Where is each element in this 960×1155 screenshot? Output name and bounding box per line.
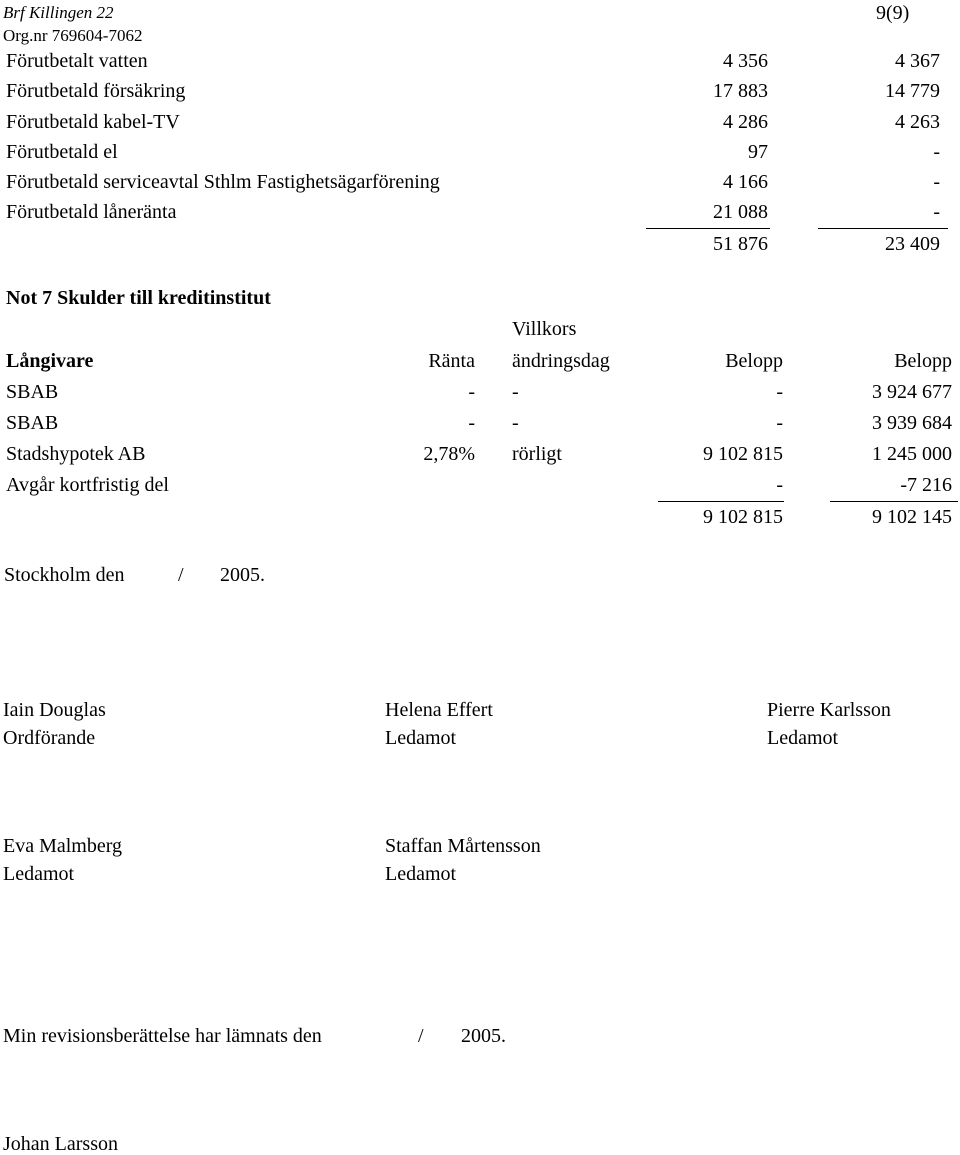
signatory-name: Pierre Karlsson: [767, 699, 891, 721]
table-row-current: -: [776, 474, 783, 496]
table-row-label: Förutbetald försäkring: [6, 80, 186, 102]
signatory-role: Ledamot: [385, 863, 457, 885]
audit-text: Min revisionsberättelse har lämnats den: [3, 1025, 322, 1047]
table-row-lender: Stadshypotek AB: [6, 443, 146, 465]
table-row-current: 97: [748, 141, 768, 163]
table-row-label: Förutbetald el: [6, 141, 118, 163]
table-row-current: 17 883: [713, 80, 768, 102]
sum-rule-current: [658, 501, 784, 502]
signatory-role: Ordförande: [3, 727, 96, 749]
table-row-rate: 2,78%: [423, 443, 475, 465]
association-name: Brf Killingen 22: [3, 3, 114, 22]
signatory-name: Iain Douglas: [3, 699, 106, 721]
table-row-current: 4 166: [723, 171, 768, 193]
header-terms-bottom: ändringsdag: [512, 350, 610, 372]
table-row-current: 4 356: [723, 50, 768, 72]
table-row-terms: rörligt: [512, 443, 562, 465]
table-row-previous: -: [933, 171, 940, 193]
sum-rule-current: [646, 228, 770, 229]
table-row-lender: SBAB: [6, 381, 59, 403]
place-date-year: 2005.: [220, 564, 265, 586]
signatory-role: Ledamot: [767, 727, 839, 749]
table-row-current: 9 102 815: [703, 443, 783, 465]
table-row-previous: 3 939 684: [872, 412, 952, 434]
header-amount-previous: Belopp: [894, 350, 952, 372]
signatory-role: Ledamot: [385, 727, 457, 749]
signatory-name: Staffan Mårtensson: [385, 835, 541, 857]
table-row-label: Förutbetald serviceavtal Sthlm Fastighetsägarförening: [6, 171, 440, 193]
table-row-previous: -7 216: [900, 474, 952, 496]
sum-rule-previous: [830, 501, 958, 502]
header-amount-current: Belopp: [725, 350, 783, 372]
header-rate: Ränta: [428, 350, 475, 372]
note7-total-current: 9 102 815: [703, 506, 783, 528]
place-date-slash: /: [178, 564, 184, 586]
page-number: 9(9): [876, 2, 910, 24]
place-date-text: Stockholm den: [4, 564, 125, 586]
prepaid-total-previous: 23 409: [885, 233, 940, 255]
table-row-previous: -: [933, 201, 940, 223]
table-row-lender: Avgår kortfristig del: [6, 474, 169, 496]
auditor-name: Johan Larsson: [3, 1133, 118, 1155]
table-row-current: -: [776, 381, 783, 403]
table-row-previous: 3 924 677: [872, 381, 952, 403]
signatory-role: Ledamot: [3, 863, 75, 885]
table-row-current: 21 088: [713, 201, 768, 223]
table-row-label: Förutbetalt vatten: [6, 50, 148, 72]
table-row-previous: 4 263: [895, 111, 940, 133]
audit-slash: /: [418, 1025, 424, 1047]
sum-rule-previous: [818, 228, 948, 229]
header-terms-top: Villkors: [512, 318, 577, 340]
audit-year: 2005.: [461, 1025, 506, 1047]
table-row-terms: -: [512, 412, 519, 434]
table-row-lender: SBAB: [6, 412, 59, 434]
table-row-label: Förutbetald kabel-TV: [6, 111, 180, 133]
table-row-previous: 1 245 000: [872, 443, 952, 465]
org-number: Org.nr 769604-7062: [3, 26, 143, 45]
note7-total-previous: 9 102 145: [872, 506, 952, 528]
table-row-label: Förutbetald låneränta: [6, 201, 177, 223]
signatory-name: Eva Malmberg: [3, 835, 123, 857]
table-row-previous: 4 367: [895, 50, 940, 72]
table-row-current: -: [776, 412, 783, 434]
table-row-rate: -: [468, 412, 475, 434]
table-row-previous: -: [933, 141, 940, 163]
signatory-name: Helena Effert: [385, 699, 493, 721]
prepaid-total-current: 51 876: [713, 233, 768, 255]
note7-title: Not 7 Skulder till kreditinstitut: [6, 287, 271, 309]
table-row-terms: -: [512, 381, 519, 403]
table-row-previous: 14 779: [885, 80, 940, 102]
table-row-current: 4 286: [723, 111, 768, 133]
header-lender: Långivare: [6, 350, 94, 372]
table-row-rate: -: [468, 381, 475, 403]
